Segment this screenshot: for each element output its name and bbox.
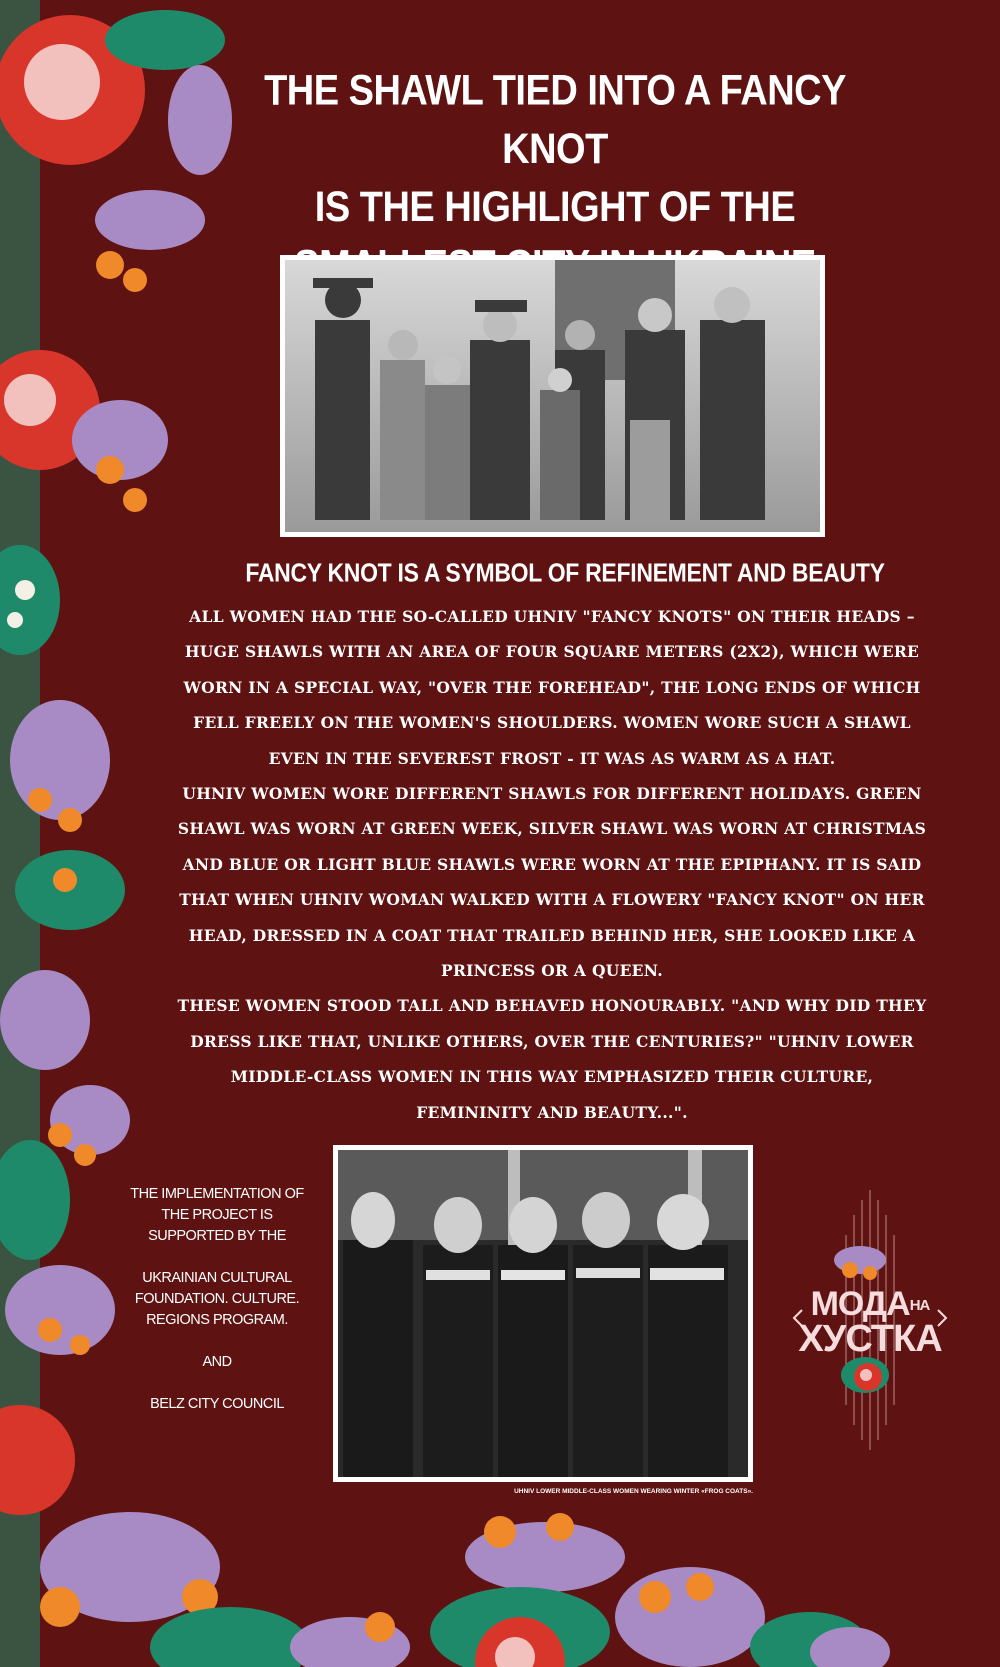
body-text xyxy=(172,599,932,1130)
family-photo-image xyxy=(285,260,820,532)
women-coats-photo xyxy=(333,1145,753,1482)
section-subtitle: FANCY KNOT IS A SYMBOL OF REFINEMENT AND BEAUTY xyxy=(245,558,885,588)
body-paragraph-3: THESE WOMEN STOOD TALL AND BEHAVED HONOURABLY. "AND WHY DID THEY DRESS LIKE THAT, UNLIKE OTHERS, OVER THE CENTURIES?" "UHNIV LOWER MIDDLE-CLASS WOMEN IN THIS WAY EMPHASIZED THEIR CULTURE, FEMININITY AND BEAUTY...". xyxy=(177,996,927,1122)
title-line-1: THE SHAWL TIED INTO A FANCY KNOT xyxy=(264,67,846,173)
logo-word-1: МОДА xyxy=(810,1285,910,1323)
sponsor-line-2: UKRAINIAN CULTURAL FOUNDATION. CULTURE. REGIONS PROGRAM. xyxy=(134,1270,300,1328)
sponsor-credits xyxy=(127,1184,307,1436)
title-line-2: IS THE HIGHLIGHT OF THE xyxy=(314,184,796,232)
women-coats-photo-image xyxy=(338,1150,748,1477)
body-paragraph-2: UHNIV WOMEN WORE DIFFERENT SHAWLS FOR DIFFERENT HOLIDAYS. GREEN SHAWL WAS WORN AT GREEN WEEK, SILVER SHAWL WAS WORN AT CHRISTMAS AND BLUE OR LIGHT BLUE SHAWLS WERE WORN AT THE EPIPHANY. IT IS SAID THAT WHEN UHNIV WOMAN WALKED WITH A FLOWERY "FANCY KNOT" ON HER HEAD, DRESSED IN A COAT THAT TRAILED BEHIND HER, SHE LOOKED LIKE A PRINCESS OR A QUEEN. xyxy=(177,784,927,981)
sponsor-line-3: AND xyxy=(202,1354,232,1370)
floral-bottom-decoration xyxy=(40,1512,890,1667)
sponsor-line-4: BELZ CITY COUNCIL xyxy=(150,1396,284,1412)
family-photo xyxy=(280,255,825,537)
logo-word-khustka: ХУСТКА xyxy=(798,1318,942,1360)
logo-word-na: НА xyxy=(909,1297,930,1315)
sponsor-line-1: THE IMPLEMENTATION OF THE PROJECT IS SUPPORTED BY THE xyxy=(130,1186,304,1244)
moda-na-khustka-logo xyxy=(790,1185,950,1455)
body-paragraph-1: ALL WOMEN HAD THE SO-CALLED UHNIV "FANCY KNOTS" ON THEIR HEADS – HUGE SHAWLS WITH AN AREA OF FOUR SQUARE METERS (2X2), WHICH WERE WORN IN A SPECIAL WAY, "OVER THE FOREHEAD", THE LONG ENDS OF WHICH FELL FREELY ON THE WOMEN'S SHOULDERS. WOMEN WORE SUCH A SHAWL EVEN IN THE SEVEREST FROST - IT WAS AS WARM AS A HAT. xyxy=(183,607,921,768)
photo-caption: UHNIV LOWER MIDDLE-CLASS WOMEN WEARING WINTER «FROG COATS». xyxy=(514,1488,753,1495)
